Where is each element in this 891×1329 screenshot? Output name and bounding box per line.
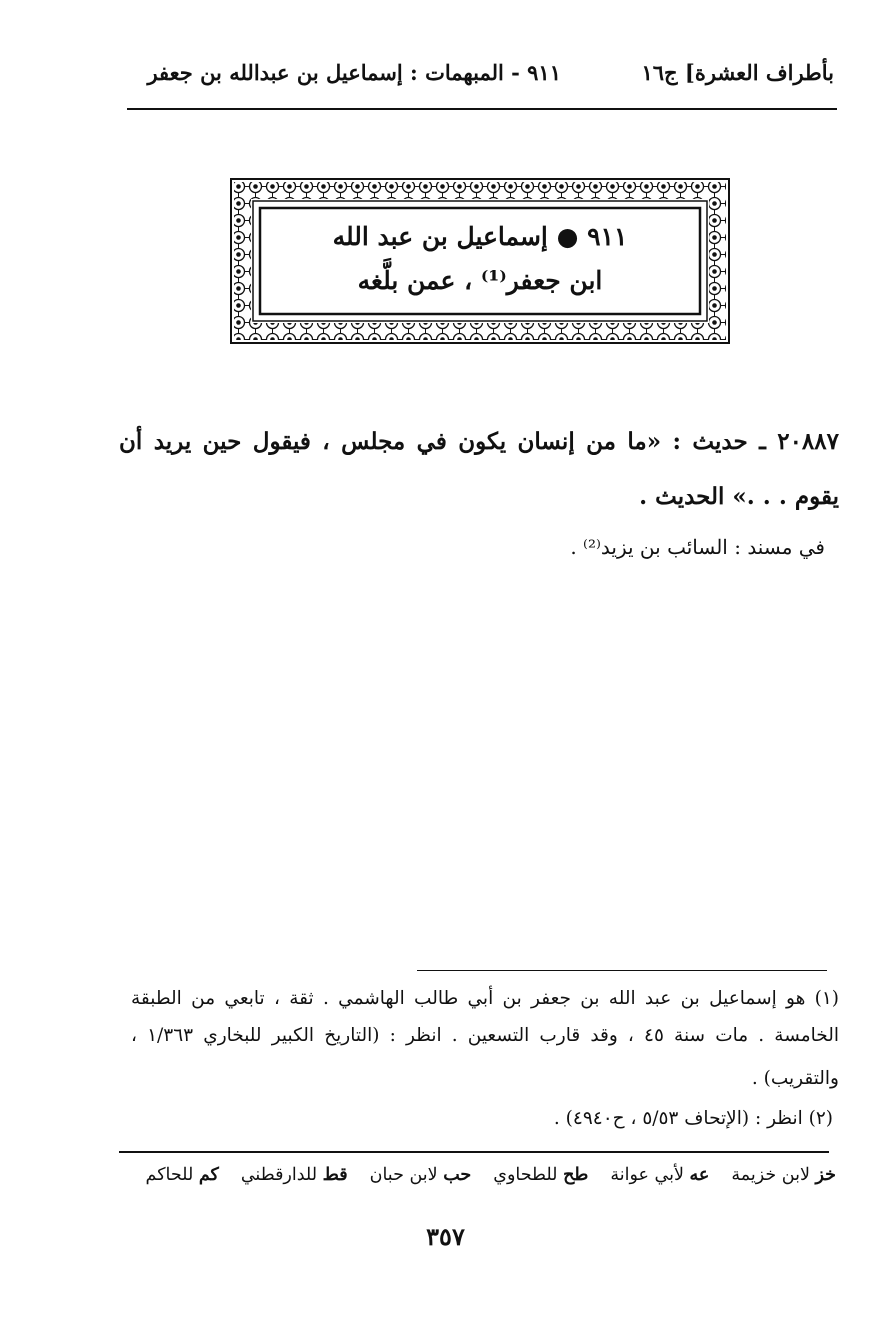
key-code: قط — [322, 1165, 348, 1185]
key-item — [241, 1165, 348, 1185]
key-name: لأبي عوانة — [610, 1165, 684, 1185]
key-name: لابن حبان — [369, 1165, 438, 1185]
key-name: للحاكم — [145, 1165, 194, 1185]
footnote-rule — [417, 970, 827, 971]
key-item — [493, 1165, 588, 1185]
key-code: عه — [689, 1165, 710, 1185]
running-header-book-title: بأطراف العشرة] ج١٦ — [641, 60, 834, 85]
key-item — [610, 1165, 709, 1185]
chapter-heading-line-2: ابن جعفر⁽¹⁾ ، عمن بلَّغه — [357, 266, 603, 295]
hadith-text-start: ـ حديث : «ما من إنسان يكون في مجلس ، فيقول حين يريد أن — [119, 428, 778, 455]
key-name: للدارقطني — [240, 1165, 318, 1185]
key-code: خز — [815, 1165, 836, 1185]
chapter-heading-line-1: ٩١١ ● إسماعيل بن عبد الله — [332, 222, 628, 251]
key-rule — [119, 1151, 829, 1153]
musnad-reference: في مسند : السائب بن يزيد⁽²⁾ . — [570, 535, 825, 559]
hadith-number: ٢٠٨٨٧ — [777, 428, 839, 455]
key-code: كم — [198, 1165, 219, 1185]
key-code: طح — [563, 1165, 589, 1185]
hadith-entry-line-1 — [119, 428, 839, 455]
footnote-1-line-1: (١) هو إسماعيل بن عبد الله بن جعفر بن أبي طالب الهاشمي . ثقة ، تابعي من الطبقة — [131, 988, 839, 1009]
key-item — [731, 1165, 836, 1185]
hadith-entry-line-2: يقوم . . .» الحديث . — [639, 483, 839, 510]
footnote-1-line-2: الخامسة . مات سنة ٤٥ ، وقد قارب التسعين . انظر : (التاريخ الكبير للبخاري ١/٣٦٣ ، — [131, 1025, 839, 1046]
key-item — [146, 1165, 219, 1185]
ornamental-frame — [230, 178, 730, 344]
footnote-1-line-3: والتقريب) . — [751, 1068, 839, 1089]
key-name: للطحاوي — [493, 1165, 558, 1185]
running-header-section-title: ٩١١ - المبهمات : إسماعيل بن عبدالله بن جعفر — [147, 60, 561, 85]
key-code: حب — [443, 1165, 472, 1185]
key-item — [370, 1165, 472, 1185]
page-number: ٣٥٧ — [426, 1222, 465, 1251]
footnote-2: (٢) انظر : (الإتحاف ٥/٥٣ ، ح٤٩٤٠) . — [553, 1108, 833, 1129]
header-rule — [127, 108, 837, 110]
abbreviation-key — [146, 1165, 836, 1185]
key-name: لابن خزيمة — [731, 1165, 810, 1185]
